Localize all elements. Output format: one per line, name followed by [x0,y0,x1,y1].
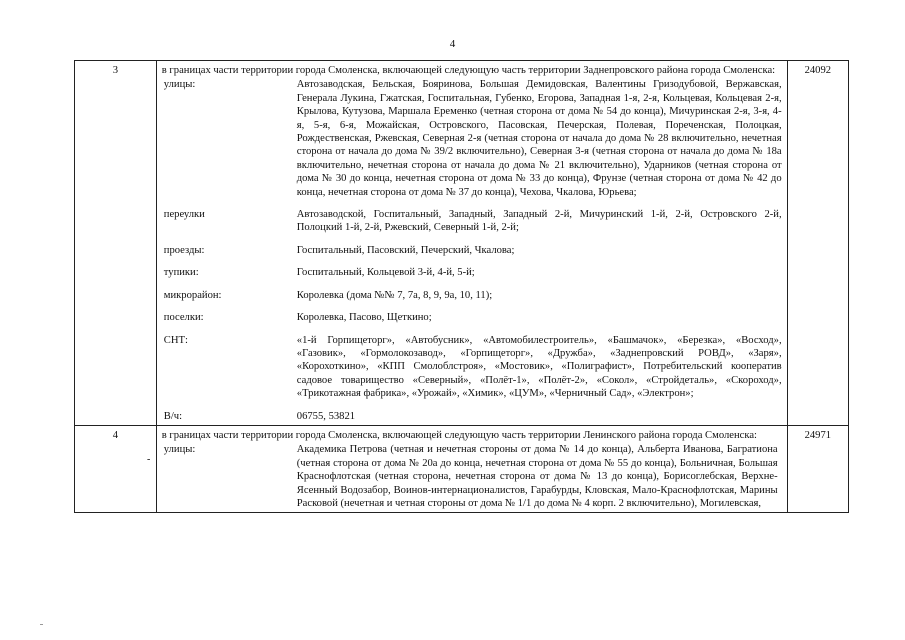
row-description [156,61,787,426]
area-heading: в границах части территории города Смоленска, включающей следующую часть территории Ленинского района города Смоленска: [161,429,757,441]
entry-value: 06755, 53821 [296,410,356,422]
voter-count: 24092 [787,61,848,426]
table-row [75,61,849,426]
entry-label: улицы: [163,444,196,456]
scan-mark [40,624,43,625]
entry-label: переулки [163,209,205,221]
entry-microdistrict [162,289,782,302]
constituency-table [74,60,849,513]
entry-settlements [162,311,782,324]
entry-value: «1-й Горпищеторг», «Автобусник», «Автомобилестроитель», «Башмачок», «Березка», «Восход», «Газовик», «Гормолокозавод», «Горпищеторг», «Дружба», «Заднепровский РОВД», «Заря», «Корохоткино», «КПП Смолоблстроя», «Мостовик», «Полиграфист», Потребительский кооператив садовое товарищество «Северный», «Полёт-1», «Полёт-2», «Сокол», «Стройдеталь», «Скороход», «Трикотажная фабрика», «Урожай», «Химик», «ЦУМ», «Черничный Сад», «Электрон»; [296,334,782,400]
entry-dead-ends [162,266,782,279]
entry-garden-partnerships [162,334,782,401]
area-heading: в границах части территории города Смоленска, включающей следующую часть территории Заднепровского района города Смоленска: [161,65,776,76]
row-number: 3 [75,61,157,426]
entry-value: Автозаводской, Госпитальный, Западный, Западный 2-й, Мичуринский 1-й, 2-й, Островского 2-й, Полоцкий 1-й, 2-й, Ржевский, Северный 1-й, 2-й; [296,209,782,234]
entry-label: В/ч: [163,410,183,422]
table-row [75,425,849,512]
entry-label: улицы: [163,79,196,91]
entry-value: Госпитальный, Пасовский, Печерский, Чкалова; [296,244,515,256]
entry-military-units [162,410,782,423]
page-number: 4 [449,38,456,50]
entry-lanes [162,208,782,235]
row-description [156,425,787,512]
row-number: 4 [75,425,157,512]
voter-count: 24971 [787,425,848,512]
entry-value: Королевка, Пасово, Щеткино; [296,312,432,324]
entry-value: Автозаводская, Бельская, Бояринова, Большая Демидовская, Валентины Гризодубовой, Вержавская, Генерала Лукина, Гжатская, Госпитальная, Губенко, Егорова, Западная 1-я, 2-я, Кольцевая, Кольцевая 2-я, Крылова, Кутузова, Маршала Еременко (четная сторона от дома № 54 до конца), Мичуринская 2-я, 3-я, 4-я, 5-я, 6-я, Можайская, Островского, Пасовская, Печерская, Полевая, Пореченская, Полоцкая, Рождественская, Ржевская, Северная 2-я (четная сторона от начала до дома № 28 включительно, нечетная сторона от начала до дома № 39/2 включительно), Северная 3-я (четная сторона от начала до дома № 18а включительно, нечетная сторона от начала до дома № 21 включительно), Ударников (четная сторона от дома № 30 до конца, нечетная сторона от дома № 33 до конца), Фрунзе (четная сторона от дома № 42 до конца, нечетная сторона от дома № 37 до конца), Чехова, Чкалова, Юрьева; [296,79,782,198]
entry-value: Королевка (дома №№ 7, 7а, 8, 9, 9а, 10, 11); [296,289,493,301]
entry-value: Госпитальный, Кольцевой 3-й, 4-й, 5-й; [296,267,475,279]
entry-label: микрорайон: [163,289,222,301]
margin-dash: - [147,454,151,465]
entry-label: СНТ: [163,334,188,346]
entry-label: поселки: [163,312,204,324]
entry-label: проезды: [163,244,205,256]
entry-streets [162,78,782,199]
entry-streets [162,443,782,510]
entry-passages [162,244,782,257]
entry-label: тупики: [163,267,199,279]
entry-value: Академика Петрова (четная и нечетная стороны от дома № 14 до конца), Альберта Иванова, Багратиона (четная сторона от дома № 20а до конца, нечетная сторона от дома № 55 до конца), Больничная, Большая Краснофлотская (четная сторона, нечетная сторона от дома № 13 до конца), Борисоглебская, Верхне-Ясенный Водозабор, Воинов-интернационалистов, Гарабурды, Кловская, Мало-Краснофлотская, Марины Расковой (нечетная и четная стороны от дома № 1/1 до дома № 4 корп. 2 включительно), Могилевская, [296,444,778,509]
